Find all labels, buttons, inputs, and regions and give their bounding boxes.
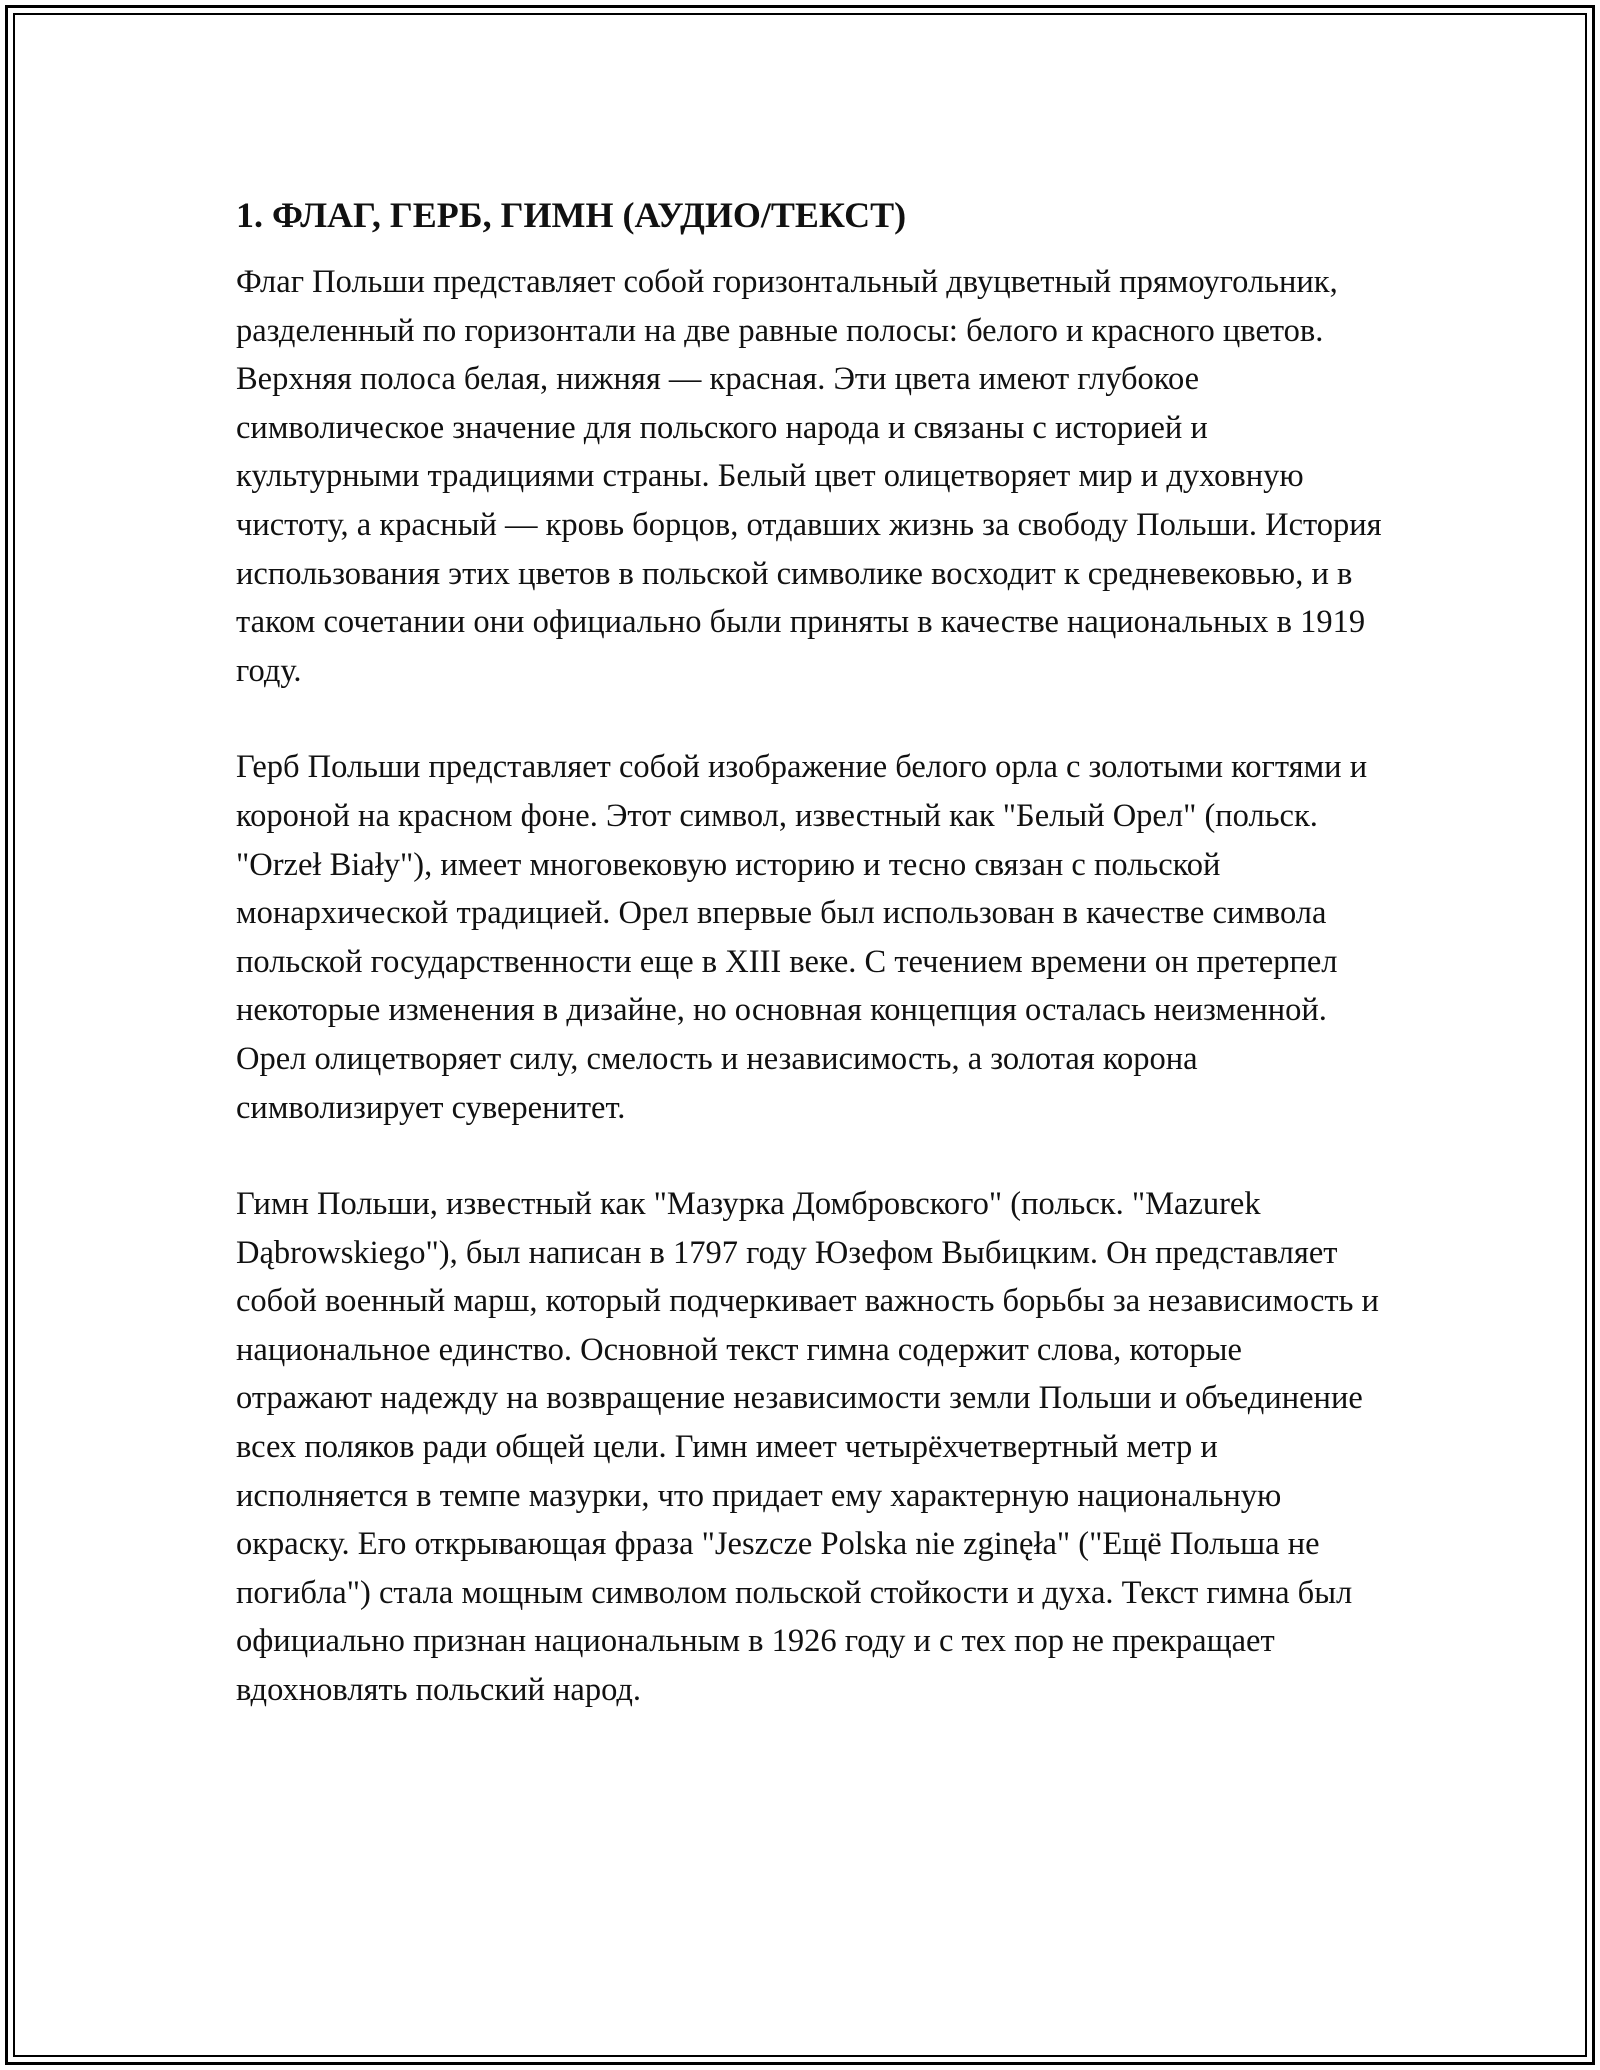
paragraph-flag: Флаг Польши представляет собой горизонтальный двуцветный прямоугольник, разделенный по горизонтали на две равные полосы: белого и красного цветов. Верхняя полоса белая, нижняя — красная. Эти цвета имеют глубокое символическое значение для польского народа и связаны с историей и культурными традициями страны. Белый цвет олицетворяет мир и духовную чистоту, а красный — кровь борцов, отдавших жизнь за свободу Польши. История использования этих цветов в польской символике восходит к средневековью, и в таком сочетании они официально были приняты в качестве национальных в 1919 году.: [236, 264, 1382, 689]
paragraph-anthem: Гимн Польши, известный как "Мазурка Домбровского" (польск. "Mazurek Dąbrowskiego"), был написан в 1797 году Юзефом Выбицким. Он представляет собой военный марш, который подчеркивает важность борьбы за независимость и национальное единство. Основной текст гимна содержит слова, которые отражают надежду на возвращение независимости земли Польши и объединение всех поляков ради общей цели. Гимн имеет четырёхчетвертный метр и исполняется в темпе мазурки, что придает ему характерную национальную окраску. Его открывающая фраза "Jeszcze Polska nie zginęła" ("Ещё Польша не погибла") стала мощным символом польской стойкости и духа. Текст гимна был официально признан национальным в 1926 году и с тех пор не прекращает вдохновлять польский народ.: [236, 1186, 1379, 1709]
section-heading: 1. ФЛАГ, ГЕРБ, ГИМН (АУДИО/ТЕКСТ): [236, 195, 907, 235]
paragraph-coat-of-arms: Герб Польши представляет собой изображение белого орла с золотыми когтями и короной на красном фоне. Этот символ, известный как "Белый Орел" (польск. "Orzeł Biały"), имеет многовековую историю и тесно связан с польской монархической традицией. Орел впервые был использован в качестве символа польской государственности еще в XIII веке. С течением времени он претерпел некоторые изменения в дизайне, но основная концепция осталась неизменной. Орел олицетворяет силу, смелость и независимость, а золотая корона символизирует суверенитет.: [236, 749, 1368, 1126]
document-body: [236, 190, 1386, 1763]
